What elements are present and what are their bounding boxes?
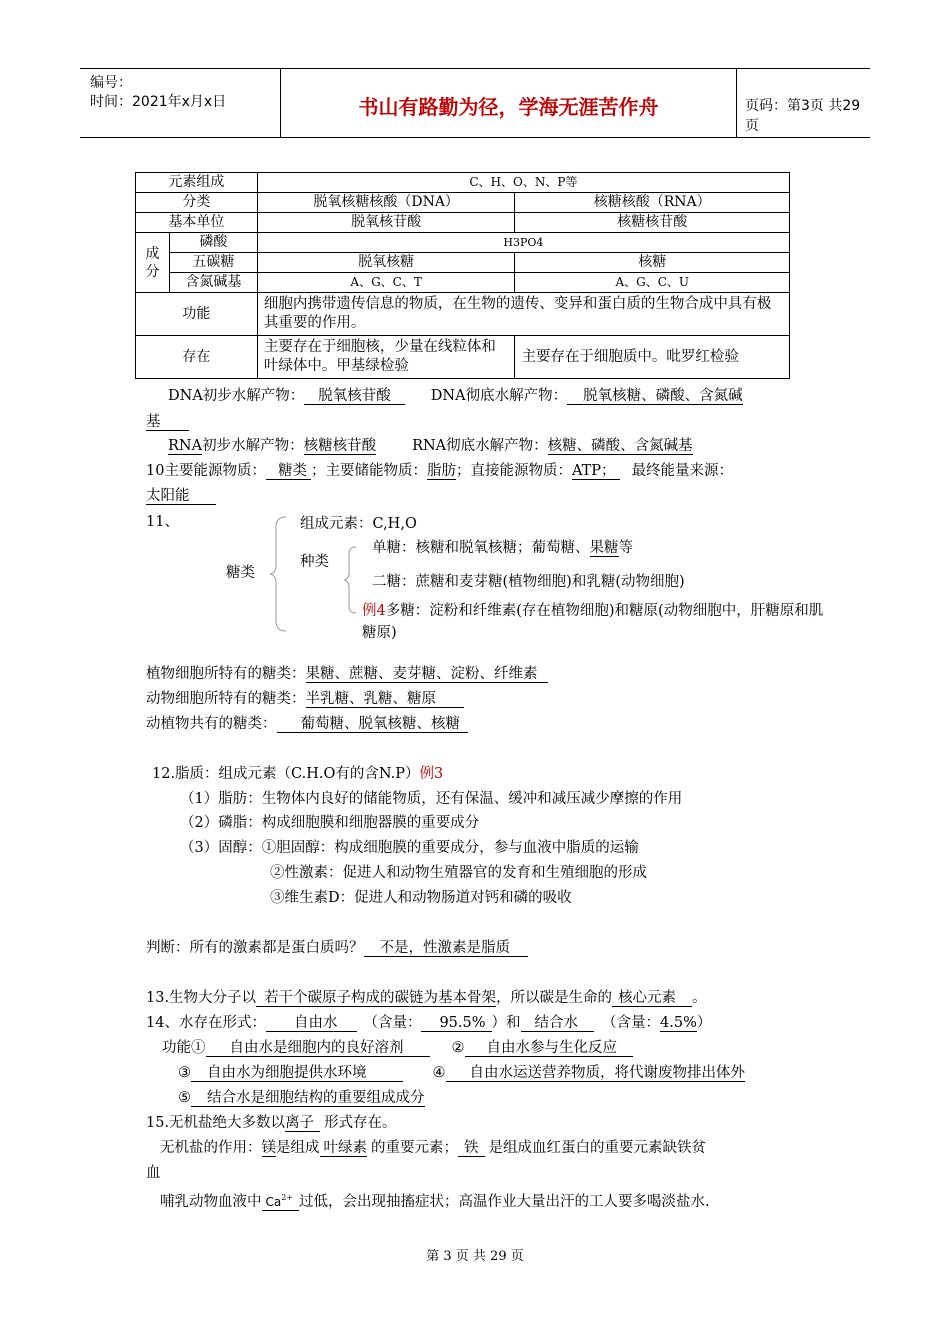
- text: DNA彻底水解产物：: [430, 388, 568, 404]
- motto: 书山有路勤为径，学海无涯苦作舟: [358, 95, 659, 119]
- table-cell: 核糖: [515, 253, 790, 273]
- table-cell: C、H、O、N、P等: [257, 173, 789, 193]
- table-cell: H3PO4: [257, 233, 789, 253]
- disaccharide-line: 二糖：蔗糖和麦芽糖(植物细胞)和乳糖(动物细胞): [372, 574, 685, 590]
- dna-hydrolysis-wrap: [146, 412, 189, 432]
- answer: 太阳能: [146, 488, 216, 505]
- shared-sugars: [146, 714, 468, 734]
- text: ④: [432, 1065, 446, 1081]
- answer: 自由水为细胞提供水环境: [191, 1065, 403, 1082]
- text: 过低，会出现抽搐症状；高温作业大量出汗的工人要多喝淡盐水.: [299, 1193, 710, 1210]
- salt-role-wrap: 血: [146, 1165, 161, 1181]
- text: 动物细胞所特有的糖类：: [146, 691, 306, 707]
- text: 。: [692, 990, 707, 1006]
- text: 最终能量来源：: [631, 463, 734, 479]
- number-label: 编号：: [90, 75, 132, 91]
- item-13: [146, 988, 707, 1008]
- energy-line: [146, 461, 733, 481]
- header-right: [735, 69, 870, 137]
- table-cell: 主要存在于细胞核，少量在线粒体和叶绿体中。甲基绿检验: [257, 336, 515, 379]
- text: 形式存在。: [324, 1115, 397, 1131]
- answer: 不是，性激素是脂质: [364, 940, 529, 957]
- brace-icon: [342, 545, 358, 615]
- brace-icon: [268, 515, 288, 633]
- lipid-sex-hormone: ②性激素：促进人和动物生殖器官的发育和生殖细胞的形成: [270, 865, 647, 881]
- item-14: [146, 1013, 711, 1033]
- header-left: [80, 69, 280, 137]
- text: 15.无机盐绝大多数以: [146, 1115, 286, 1131]
- text: 12.脂质：组成元素（C.H.O有的含N.P）: [152, 766, 420, 782]
- table-row: [136, 213, 790, 233]
- table-cell: 脱氧核苷酸: [257, 213, 515, 233]
- answer: ATP；: [572, 463, 620, 480]
- text: 的重要元素；: [371, 1140, 458, 1156]
- answer: 基: [146, 414, 189, 431]
- judge-line: [146, 938, 528, 958]
- text: ）: [696, 1015, 712, 1031]
- table-cell: 五碳糖: [169, 253, 257, 273]
- table-cell: 元素组成: [136, 173, 258, 193]
- salt-role-line: [160, 1138, 706, 1158]
- answer: 结合水是细胞结构的重要组成成分: [191, 1090, 425, 1107]
- text: DNA初步水解产物：: [168, 388, 305, 404]
- item-11: 11、: [146, 514, 179, 530]
- text: 14、水存在形式：: [146, 1015, 266, 1031]
- text: ；直接能源物质：: [455, 463, 572, 479]
- table-cell: 细胞内携带遗传信息的物质，在生物的遗传、变异和蛋白质的生物合成中具有极其重要的作用。: [257, 293, 789, 336]
- lipid-fat: （1）脂肪：生物体内良好的储能物质，还有保温、缓冲和减压减少摩擦的作用: [180, 791, 683, 807]
- answer: 葡萄糖、脱氧核糖、核糖: [277, 716, 469, 733]
- table-row: [136, 233, 790, 253]
- answer: 脂肪: [426, 463, 456, 479]
- table-row: [136, 193, 790, 213]
- text: 13.生物大分子以: [146, 990, 257, 1006]
- text: 多糖：淀粉和纤维素(存在植物细胞)和糖原(动物细胞中，肝糖原和肌: [385, 603, 824, 619]
- table-cell: 主要存在于细胞质中。吡罗红检验: [515, 336, 790, 379]
- answer: 糖类: [266, 463, 311, 480]
- table-cell: 核糖核酸（RNA）: [515, 193, 790, 213]
- text: ③: [178, 1065, 191, 1081]
- answer: 4.5%: [660, 1015, 697, 1031]
- item-12: [152, 764, 443, 784]
- text: 动植物共有的糖类：: [146, 716, 277, 732]
- example-ref: 例3: [419, 766, 444, 782]
- answer: 结合水: [521, 1015, 595, 1032]
- text: ②: [451, 1040, 465, 1056]
- table-cell: 脱氧核糖核酸（DNA）: [257, 193, 515, 213]
- answer: 自由水是细胞内的良好溶剂: [206, 1040, 430, 1057]
- calcium-line: [160, 1188, 710, 1212]
- rna-hydrolysis-line: [168, 436, 693, 456]
- answer: 95.5%: [421, 1015, 491, 1032]
- table-cell: 磷酸: [169, 233, 257, 253]
- answer: [262, 1194, 300, 1211]
- calcium-charge: 2+: [281, 1193, 294, 1202]
- text: 是组成: [276, 1140, 320, 1156]
- table-cell: 分类: [136, 193, 258, 213]
- example-ref: 例4: [362, 603, 386, 619]
- water-function-3-4: [178, 1063, 745, 1083]
- animal-sugars: [146, 689, 464, 709]
- answer: 叶绿素: [320, 1140, 368, 1157]
- text: （含量：: [363, 1015, 422, 1031]
- table-group-label: 成分: [136, 233, 170, 293]
- energy-line-wrap: [146, 486, 216, 506]
- answer: 半乳糖、乳糖、糖原: [306, 691, 465, 708]
- table-cell: 含氮碱基: [169, 273, 257, 293]
- text: ，所以碳是生命的: [496, 990, 613, 1006]
- sugar-kinds: 种类: [300, 554, 329, 570]
- text: RNA: [168, 438, 203, 454]
- text: 10主要能源物质：: [146, 463, 266, 479]
- text: 等: [618, 540, 633, 556]
- text: ）和: [491, 1015, 521, 1031]
- text: 植物细胞所特有的糖类：: [146, 666, 306, 682]
- table-cell: 功能: [136, 293, 258, 336]
- table-cell: A、G、C、T: [257, 273, 515, 293]
- lipid-vitamin-d: ③维生素D：促进人和动物肠道对钙和磷的吸收: [270, 890, 572, 906]
- answer: 果糖、蔗糖、麦芽糖、淀粉、纤维素: [306, 666, 548, 683]
- text: 初步水解产物：: [202, 438, 304, 454]
- text: （含量：: [602, 1015, 661, 1031]
- header-center: [280, 69, 737, 137]
- item-15: [146, 1113, 397, 1133]
- answer: 脱氧核苷酸: [304, 388, 405, 405]
- table-row: [136, 253, 790, 273]
- sugar-composition: 组成元素：C,H,O: [300, 516, 417, 532]
- lipid-phospholipid: （2）磷脂：构成细胞膜和细胞器膜的重要成分: [180, 815, 480, 831]
- answer: 自由水参与生化反应: [465, 1040, 634, 1057]
- nucleic-acid-table: [135, 172, 790, 379]
- text: 功能①: [162, 1040, 206, 1056]
- answer: 自由水运送营养物质，将代谢废物排出体外: [446, 1065, 746, 1082]
- lipid-sterol: （3）固醇：①胆固醇：构成细胞膜的重要成分，参与血液中脂质的运输: [180, 840, 639, 856]
- text: 是组成血红蛋白的重要元素缺铁贫: [488, 1140, 706, 1156]
- table-row: [136, 173, 790, 193]
- answer: 离子: [285, 1115, 320, 1132]
- polysaccharide-wrap: 糖原): [362, 625, 397, 641]
- table-cell: 脱氧核糖: [257, 253, 515, 273]
- answer: 铁: [458, 1140, 485, 1157]
- answer: 核心元素: [612, 990, 692, 1007]
- calcium-symbol: Ca: [265, 1194, 282, 1209]
- table-cell: 基本单位: [136, 213, 258, 233]
- text: RNA彻底水解产物：: [412, 438, 548, 454]
- answer: 核糖核苷酸: [303, 438, 377, 454]
- water-function-1-2: [162, 1038, 633, 1058]
- polysaccharide-line: [362, 601, 823, 621]
- dna-hydrolysis-line: [168, 386, 743, 406]
- answer: 自由水: [266, 1015, 358, 1032]
- table-cell: 存在: [136, 336, 258, 379]
- monosaccharide-line: [372, 538, 633, 558]
- answer: 脱氧核糖、磷酸、含氮碱: [567, 388, 743, 405]
- page-footer: 第 3 页 共 29 页: [426, 1249, 524, 1264]
- plant-sugars: [146, 664, 548, 684]
- answer: 果糖: [589, 540, 619, 556]
- text: ⑤: [178, 1090, 191, 1106]
- table-row: [136, 336, 790, 379]
- page-header: [80, 68, 870, 138]
- answer: 镁: [261, 1140, 276, 1156]
- table-cell: 核糖核苷酸: [515, 213, 790, 233]
- table-row: [136, 273, 790, 293]
- text: 无机盐的作用：: [160, 1140, 262, 1156]
- page-label: 页码：第3页 共29页: [745, 98, 861, 134]
- table-row: [136, 293, 790, 336]
- text: 哺乳动物血液中: [160, 1193, 262, 1210]
- text: ；主要储能物质：: [310, 463, 427, 479]
- sugar-label: 糖类: [226, 565, 255, 581]
- table-cell: A、G、C、U: [515, 273, 790, 293]
- time-label: 时间：2021年x月x日: [90, 94, 227, 110]
- water-function-5: [178, 1088, 425, 1108]
- answer: 若干个碳原子构成的碳链为基本骨架: [256, 990, 496, 1007]
- text: 单糖：核糖和脱氧核糖；葡萄糖、: [372, 540, 590, 556]
- answer: 核糖、磷酸、含氮碱基: [547, 438, 693, 454]
- text: 判断：所有的激素都是蛋白质吗？: [146, 940, 364, 956]
